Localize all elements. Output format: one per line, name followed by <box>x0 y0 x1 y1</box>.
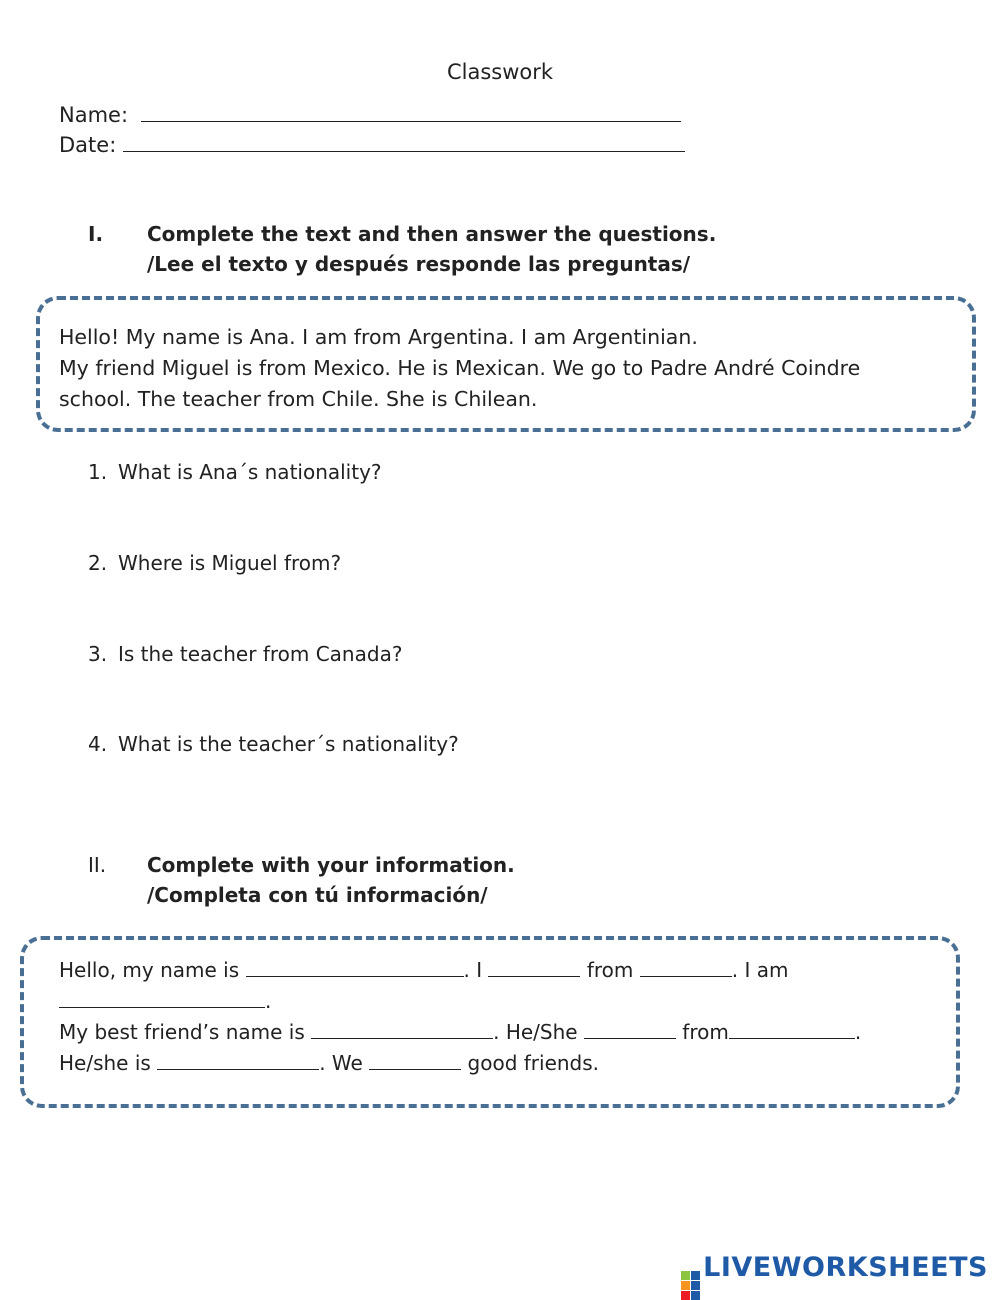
name-label: Name: <box>59 103 129 127</box>
fill-line-1: Hello, my name is . I from . I am <box>59 958 789 982</box>
answer-4-area[interactable] <box>118 764 878 824</box>
section1-heading-es: /Lee el texto y después responde las preguntas/ <box>147 252 691 276</box>
section2-heading-en: Complete with your information. <box>147 853 515 877</box>
blank-friend-country[interactable] <box>729 1037 855 1039</box>
question-number: 2. <box>88 551 108 575</box>
date-label: Date: <box>59 133 117 157</box>
blank-verb-1[interactable] <box>488 975 580 977</box>
question-text: What is Ana´s nationality? <box>118 460 382 484</box>
question-number: 1. <box>88 460 108 484</box>
question-number: 4. <box>88 732 108 756</box>
blank-my-country[interactable] <box>640 975 732 977</box>
section2-heading-es: /Completa con tú información/ <box>147 883 488 907</box>
date-input-line[interactable] <box>123 150 685 152</box>
fill-line-4: He/she is . We good friends. <box>59 1051 600 1075</box>
blank-friend-name[interactable] <box>311 1037 493 1039</box>
page-title: Classwork <box>446 60 554 84</box>
name-input-line[interactable] <box>141 120 681 122</box>
question-text: Is the teacher from Canada? <box>118 642 403 666</box>
reading-text <box>59 322 860 415</box>
reading-line: school. The teacher from Chile. She is Chilean. <box>59 387 538 411</box>
answer-2-area[interactable] <box>118 583 878 633</box>
fill-line-2: . <box>59 986 861 1017</box>
blank-my-nationality[interactable] <box>59 1006 265 1008</box>
reading-line: Hello! My name is Ana. I am from Argentina. I am Argentinian. <box>59 325 698 349</box>
date-field <box>59 133 685 157</box>
question-4 <box>88 732 459 756</box>
answer-3-area[interactable] <box>118 674 878 724</box>
reading-line: My friend Miguel is from Mexico. He is Mexican. We go to Padre André Coindre <box>59 356 861 380</box>
name-field <box>59 103 681 127</box>
question-1 <box>88 460 382 484</box>
question-3 <box>88 642 402 666</box>
answer-1-area[interactable] <box>118 492 878 542</box>
question-2 <box>88 551 341 575</box>
liveworksheets-logo <box>681 1252 988 1300</box>
section2-number: II. <box>88 853 107 877</box>
question-text: What is the teacher´s nationality? <box>118 732 459 756</box>
blank-verb-2[interactable] <box>584 1037 676 1039</box>
liveworksheets-logo-icon <box>681 1271 700 1300</box>
section1-number: I. <box>88 222 104 246</box>
blank-friend-nationality[interactable] <box>157 1068 319 1070</box>
section1-heading-en: Complete the text and then answer the questions. <box>147 222 717 246</box>
blank-verb-3[interactable] <box>369 1068 461 1070</box>
blank-my-name[interactable] <box>246 975 464 977</box>
question-number: 3. <box>88 642 108 666</box>
logo-text: LIVEWORKSHEETS <box>703 1252 988 1283</box>
fill-line-3: My best friend’s name is . He/She from . <box>59 1020 862 1044</box>
question-text: Where is Miguel from? <box>118 551 342 575</box>
fill-in-text <box>59 955 861 1079</box>
